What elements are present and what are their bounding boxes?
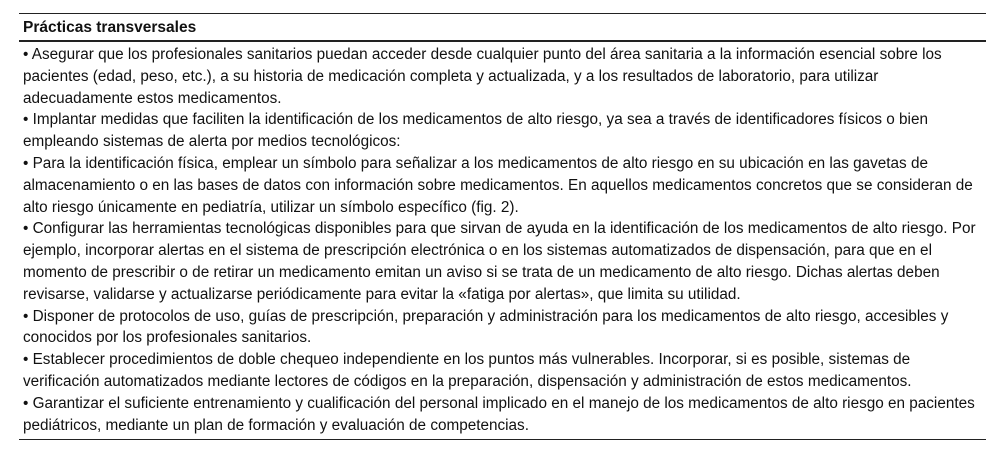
list-item: • Garantizar el suficiente entrenamiento y cualificación del personal implicado en el manejo de los medicamentos de alto riesgo en pacientes pediátricos, mediante un plan de formación y evaluación de competencias.	[23, 394, 975, 434]
list-item: • Configurar las herramientas tecnológicas disponibles para que sirvan de ayuda en la identificación de los medicamentos de alto riesgo. Por ejemplo, incorporar alertas en el sistema de prescripción electrónica o en los sistemas automatizados de dispensación, para que en el momento de prescribir o de retirar un medicamento emitan un aviso si se trata de un medicamento de alto riesgo. Dichas alertas deben revisarse, validarse y actualizarse periódicamente para evitar la «fatiga por alertas», que limita su utilidad.	[23, 220, 976, 303]
list-item: • Establecer procedimientos de doble chequeo independiente en los puntos más vulnerables. Incorporar, si es posible, sistemas de verificación automatizados mediante lectores de códigos en la preparación, dispensación y administración de estos medicamentos.	[23, 351, 912, 390]
practices-table	[19, 13, 986, 440]
table-title: Prácticas transversales	[19, 14, 986, 42]
list-item: • Para la identificación física, emplear un símbolo para señalizar a los medicamentos de alto riesgo en su ubicación en las gavetas de almacenamiento o en las bases de datos con información sobre medicamentos. En aquellos medicamentos concretos que se consideran de alto riesgo únicamente en pediatría, utilizar un símbolo específico (fig. 2).	[23, 154, 973, 216]
list-item: • Asegurar que los profesionales sanitarios puedan acceder desde cualquier punto del área sanitaria a la información esencial sobre los pacientes (edad, peso, etc.), a su historia de medicación completa y actualizada, y a los resultados de laboratorio, para utilizar adecuadamente estos medicamentos.	[23, 46, 942, 107]
list-item: • Disponer de protocolos de uso, guías de prescripción, preparación y administración para los medicamentos de alto riesgo, accesibles y conocidos por los profesionales sanitarios.	[23, 307, 949, 347]
list-item: • Implantar medidas que faciliten la identificación de los medicamentos de alto riesgo, ya sea a través de identificadores físicos o bien empleando sistemas de alerta por medios tecnológicos:	[23, 111, 928, 151]
items-list	[19, 42, 986, 439]
